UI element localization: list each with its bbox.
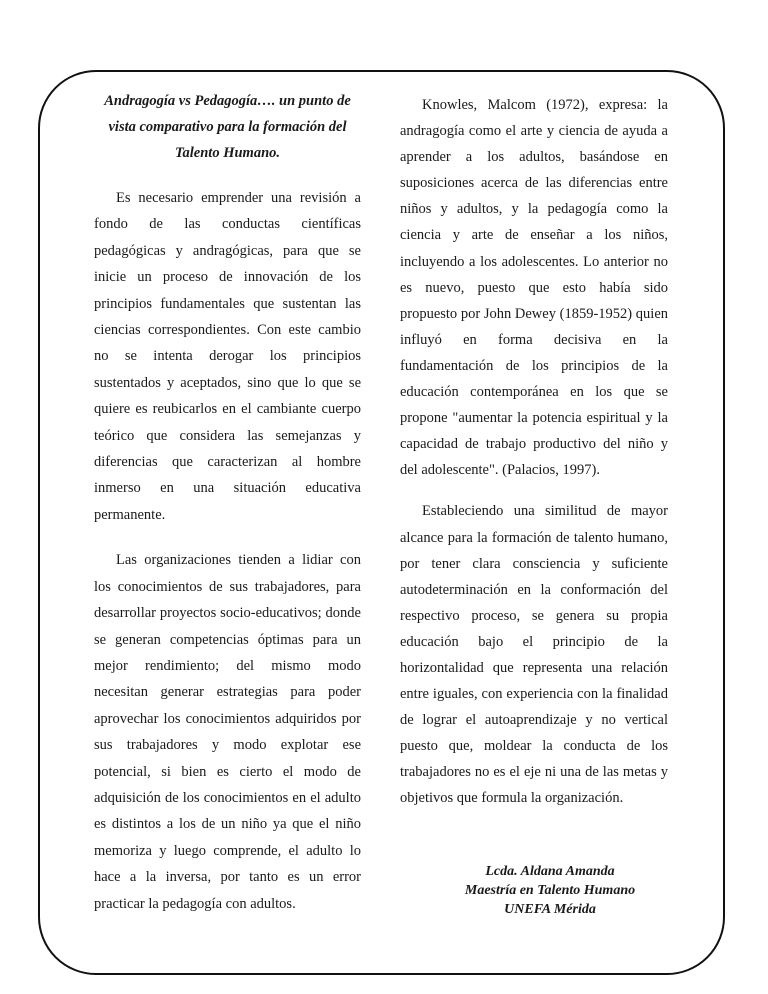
article-title: Andragogía vs Pedagogía…. un punto de vista comparativo para la formación del Talento Humano.: [104, 93, 351, 161]
paragraph-intro: Es necesario emprender una revisión a fondo de las conductas científicas pedagógicas y andragógicas, para que se inicie un proceso de innovación de los principios fundamentales que sustentan las ciencias correspondientes. Con este cambio no se intenta derogar los principios sustentados y aceptados, sino que lo que se quiere es reubicarlos en el cambiante cuerpo teórico que considera las semejanzas y diferencias que caracterizan al hombre inmerso en una situación educativa permanente.: [94, 190, 361, 523]
right-column: [400, 92, 668, 812]
author-institution: UNEFA Mérida: [504, 902, 596, 917]
paragraph-knowles: Knowles, Malcom (1972), expresa: la andragogía como el arte y ciencia de ayuda a aprender a los adultos, basándose en suposiciones acerca de las diferencias entre niños y adultos, y la pedagogía como la ciencia y arte de enseñar a los niños, incluyendo a los adolescentes. Lo anterior no es nuevo, puesto que esto había sido propuesto por John Dewey (1859-1952) quien influyó en forma decisiva en la fundamentación de los principios de la educación contemporánea en los que se propone "aumentar la potencia espiritual y la capacidad de trabajo productivo del niño y del adolescente". (Palacios, 1997).: [400, 97, 668, 479]
author-signature: [452, 862, 648, 919]
paragraph-organizations: Las organizaciones tienden a lidiar con los conocimientos de sus trabajadores, para desarrollar proyectos socio-educativos; donde se generan competencias óptimas para un mejor rendimiento; del mismo modo necesitan generar estrategias para poder aprovechar los conocimientos adquiridos por sus trabajadores y modo explotar ese potencial, si bien es cierto el modo de adquisición de los conocimientos en el adulto es distintos a los de un niño ya que el niño memoriza y luego comprende, el adulto lo hace a la inversa, por tanto es un error practicar la pedagogía con adultos.: [94, 552, 361, 912]
paragraph-similitud: Estableciendo una similitud de mayor alcance para la formación de talento humano, por tener clara consciencia y suficiente autodeterminación en la conformación del respectivo proceso, se genera su propia educación bajo el principio de la horizontalidad que representa una relación entre iguales, con experiencia con la finalidad de lograr el autoaprendizaje y no vertical puesto que, moldear la conducta de los trabajadores no es el eje ni una de las metas y objetivos que formula la organización.: [400, 503, 668, 807]
author-name: Lcda. Aldana Amanda: [485, 864, 615, 879]
left-column: [94, 88, 361, 917]
author-degree: Maestría en Talento Humano: [464, 883, 636, 898]
